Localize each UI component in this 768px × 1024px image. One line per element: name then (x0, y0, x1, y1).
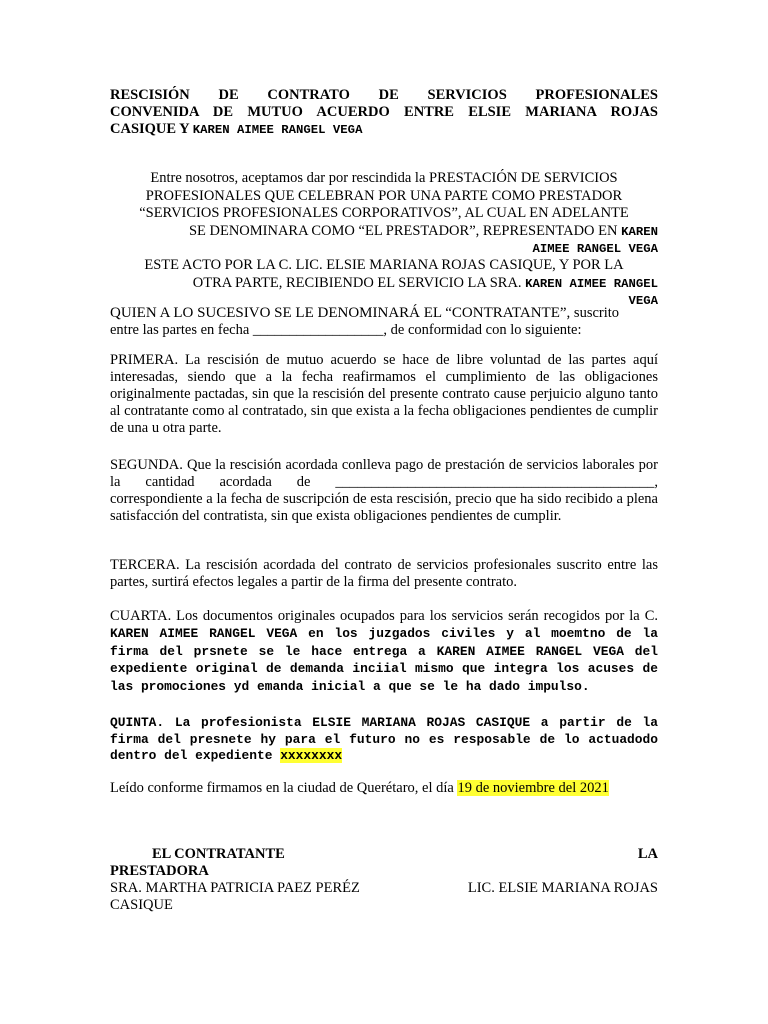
intro-line-1: Entre nosotros, aceptamos dar por rescindida la PRESTACIÓN DE SERVICIOS (150, 170, 618, 186)
intro-line-6: ESTE ACTO POR LA C. LIC. ELSIE MARIANA ROJAS CASIQUE, Y POR LA (144, 257, 624, 273)
clause-cuarta (110, 608, 658, 695)
intro-line-2: PROFESIONALES QUE CELEBRAN POR UNA PARTE COMO PRESTADOR (145, 187, 623, 204)
closing-line (110, 780, 658, 797)
title-name: KAREN AIMEE RANGEL VEGA (192, 123, 363, 137)
clause-tercera: TERCERA. La rescisión acordada del contrato de servicios profesionales suscrito entre las partes, surtirá efectos legales a partir de la firma del presente contrato. (110, 557, 658, 590)
signature-names (110, 880, 658, 914)
expediente-highlight: xxxxxxxx (280, 748, 343, 763)
clause-primera: PRIMERA. La rescisión de mutuo acuerdo se hace de libre voluntad de las partes aquí interesadas, siendo que a la fecha reafirmamos el cumplimiento de las obligaciones originalmente pactadas, sin que la rescisión del presente contrato cause perjuicio alguno tanto al contratante como al contratado, sin que exista a la fecha obligaciones pendientes de cumplir de una u otra parte. (110, 352, 658, 436)
clause-segunda: SEGUNDA. Que la rescisión acordada conlleva pago de prestación de servicios laborales por la cantidad acordada de ____________________________________________, correspondiente a la fecha de suscripción de esta rescisión, precio que ha sido recibido a plena satisfacción del contratista, sin que exista obligaciones pendientes de cumplir. (110, 457, 658, 524)
intro-line-7-name: KAREN AIMEE RANGEL (525, 276, 658, 291)
intro-line-4-name: KAREN (621, 224, 658, 239)
contratante-paragraph (110, 305, 658, 339)
intro-paragraph (110, 170, 658, 309)
prestadora-name: LIC. ELSIE MARIANA ROJAS (467, 880, 658, 896)
intro-line-7 (110, 275, 658, 294)
contratante-line-1-caps: QUIEN A LO SUCESIVO SE LE DENOMINARÁ EL “CONTRATANTE”, (110, 305, 571, 321)
prestadora-label: PRESTADORA (110, 863, 209, 879)
contratante-line-1-tail: suscrito (570, 305, 620, 321)
intro-line-4-text: SE DENOMINARA COMO “EL PRESTADOR”, REPRESENTADO EN (188, 222, 622, 239)
title-line-2: CONVENIDA DE MUTUO ACUERDO ENTRE ELSIE MARIANA ROJAS (110, 104, 658, 120)
title-line-1: RESCISIÓN DE CONTRATO DE SERVICIOS PROFESIONALES (110, 87, 658, 103)
prestadora-name-cont: CASIQUE (110, 897, 173, 913)
document-title (110, 87, 658, 139)
intro-line-8: VEGA (628, 294, 658, 308)
title-line-3-text: CASIQUE Y (110, 121, 193, 137)
signature-labels (110, 846, 658, 880)
clause-cuarta-text: CUARTA. Los documentos originales ocupados para los servicios serán recogidos por la C. (110, 608, 658, 624)
clause-quinta (110, 715, 658, 765)
contratante-line-1 (110, 305, 658, 322)
date-highlight: 19 de noviembre del 2021 (457, 780, 609, 796)
intro-line-7-text: OTRA PARTE, RECIBIENDO EL SERVICIO LA SRA. (192, 274, 526, 291)
prestadora-label-la: LA (637, 846, 658, 862)
clause-cuarta-mono: KAREN AIMEE RANGEL VEGA en los juzgados civiles y al moemtno de la firma del prsnete se le hace entrega a KAREN AIMEE RANGEL VEGA del expediente original de demanda inciial mismo que integra los acuses de las promociones yd emanda inicial a que se le ha dado impulso. (110, 626, 658, 694)
clause-quinta-text: QUINTA. La profesionista ELSIE MARIANA ROJAS CASIQUE a partir de la firma del presnete hy para el futuro no es resposable de lo actuadodo dentro del expediente (110, 715, 658, 763)
intro-line-5: AIMEE RANGEL VEGA (532, 242, 658, 256)
contratante-name: SRA. MARTHA PATRICIA PAEZ PERÉZ (110, 880, 360, 896)
intro-line-3: “SERVICIOS PROFESIONALES CORPORATIVOS”, AL CUAL EN ADELANTE (139, 205, 629, 221)
contratante-line-2: entre las partes en fecha __________________, de conformidad con lo siguiente: (110, 322, 582, 338)
intro-line-4 (110, 223, 658, 242)
closing-text: Leído conforme firmamos en la ciudad de Querétaro, el día (110, 780, 458, 796)
title-line-3 (110, 121, 658, 139)
contratante-label: EL CONTRATANTE (152, 846, 285, 862)
